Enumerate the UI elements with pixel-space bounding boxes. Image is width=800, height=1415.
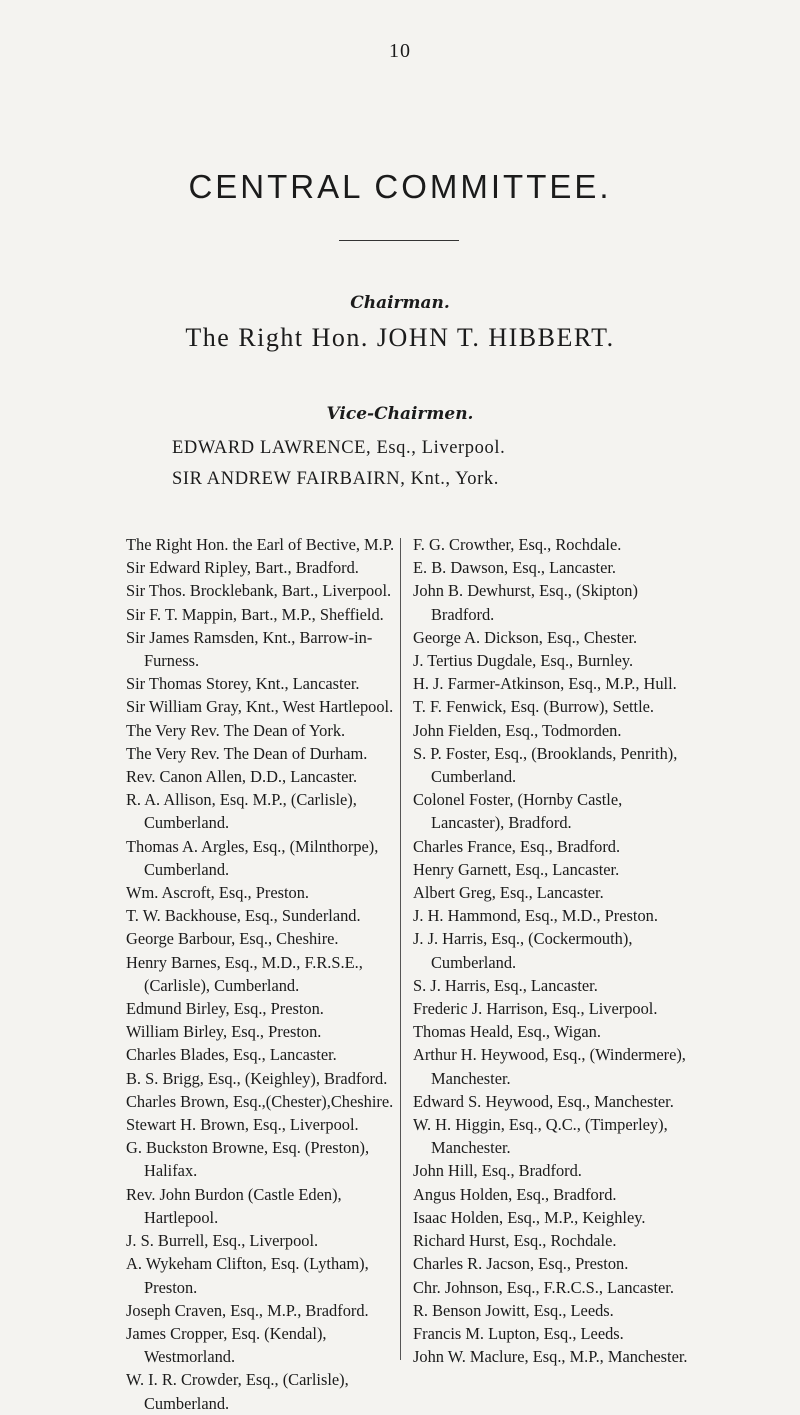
member-entry: The Very Rev. The Dean of Durham. — [126, 743, 368, 763]
vice-chairmen-heading: Vice-Chairmen. — [326, 404, 474, 424]
member-entry: Isaac Holden, Esq., M.P., Keighley. — [413, 1207, 646, 1227]
member-entry: Sir William Gray, Knt., West Hartlepool. — [126, 697, 394, 717]
member-entry: Richard Hurst, Esq., Rochdale. — [413, 1231, 617, 1251]
member-entry: Thomas Heald, Esq., Wigan. — [413, 1022, 601, 1042]
vice-chairman-2: SIR ANDREW FAIRBAIRN, Knt., York. — [172, 469, 499, 489]
member-entry: Joseph Craven, Esq., M.P., Bradford. — [126, 1300, 369, 1320]
member-entry: S. J. Harris, Esq., Lancaster. — [413, 975, 598, 995]
title-divider — [339, 240, 459, 241]
member-entry: J. S. Burrell, Esq., Liverpool. — [126, 1231, 319, 1251]
member-entry: J. Tertius Dugdale, Esq., Burnley. — [413, 651, 634, 671]
member-entry: W. I. R. Crowder, Esq., (Carlisle), Cumberland. — [126, 1370, 349, 1413]
column-divider — [400, 538, 401, 1360]
member-entry: T. W. Backhouse, Esq., Sunderland. — [126, 906, 361, 926]
member-entry: Frederic J. Harrison, Esq., Liverpool. — [413, 999, 658, 1019]
member-entry: Thomas A. Argles, Esq., (Milnthorpe), Cumberland. — [126, 836, 379, 879]
member-entry: James Cropper, Esq. (Kendal), Westmorland. — [126, 1323, 327, 1367]
member-entry: Rev. Canon Allen, D.D., Lancaster. — [126, 767, 358, 787]
member-entry: Charles R. Jacson, Esq., Preston. — [413, 1254, 629, 1274]
member-entry: Sir Thomas Storey, Knt., Lancaster. — [126, 674, 360, 694]
member-entry: John Hill, Esq., Bradford. — [413, 1161, 582, 1181]
member-entry: John Fielden, Esq., Todmorden. — [413, 720, 622, 740]
member-entry: Angus Holden, Esq., Bradford. — [413, 1184, 617, 1204]
member-entry: John B. Dewhurst, Esq., (Skipton) Bradford. — [413, 581, 638, 624]
member-entry: Charles Brown, Esq.,(Chester),Cheshire. — [126, 1091, 394, 1111]
page-number: 10 — [389, 40, 411, 62]
member-entry: Arthur H. Heywood, Esq., (Windermere), Manchester. — [413, 1045, 686, 1088]
page-title: CENTRAL COMMITTEE. — [188, 168, 612, 205]
member-entry: H. J. Farmer-Atkinson, Esq., M.P., Hull. — [413, 674, 677, 694]
member-entry: B. S. Brigg, Esq., (Keighley), Bradford. — [126, 1068, 388, 1088]
member-entry: Albert Greg, Esq., Lancaster. — [413, 883, 604, 903]
member-entry: Stewart H. Brown, Esq., Liverpool. — [126, 1115, 359, 1135]
member-entry: S. P. Foster, Esq., (Brooklands, Penrith), Cumberland. — [413, 743, 678, 787]
members-right-column — [413, 533, 688, 1368]
member-entry: Chr. Johnson, Esq., F.R.C.S., Lancaster. — [413, 1277, 674, 1297]
member-entry: F. G. Crowther, Esq., Rochdale. — [413, 535, 622, 554]
member-entry: R. Benson Jowitt, Esq., Leeds. — [413, 1300, 614, 1320]
member-entry: T. F. Fenwick, Esq. (Burrow), Settle. — [413, 697, 655, 717]
member-entry: R. A. Allison, Esq. M.P., (Carlisle), Cumberland. — [126, 790, 357, 833]
member-entry: Charles France, Esq., Bradford. — [413, 836, 621, 856]
member-entry: Colonel Foster, (Hornby Castle, Lancaster), Bradford. — [413, 790, 623, 833]
member-entry: William Birley, Esq., Preston. — [126, 1022, 322, 1042]
member-entry: Sir Edward Ripley, Bart., Bradford. — [126, 558, 359, 578]
chairman-name: The Right Hon. JOHN T. HIBBERT. — [185, 323, 615, 352]
member-entry: John W. Maclure, Esq., M.P., Manchester. — [413, 1347, 688, 1367]
member-entry: Edward S. Heywood, Esq., Manchester. — [413, 1091, 674, 1111]
member-entry: Sir Thos. Brocklebank, Bart., Liverpool. — [126, 581, 392, 601]
member-entry: Charles Blades, Esq., Lancaster. — [126, 1045, 337, 1065]
member-entry: George Barbour, Esq., Cheshire. — [126, 929, 339, 949]
member-entry: A. Wykeham Clifton, Esq. (Lytham), Preston. — [126, 1254, 369, 1297]
member-entry: Henry Garnett, Esq., Lancaster. — [413, 859, 620, 879]
member-entry: The Very Rev. The Dean of York. — [126, 720, 346, 740]
member-entry: Francis M. Lupton, Esq., Leeds. — [413, 1323, 624, 1343]
member-entry: Wm. Ascroft, Esq., Preston. — [126, 883, 310, 903]
member-entry: Henry Barnes, Esq., M.D., F.R.S.E., (Carlisle), Cumberland. — [126, 952, 363, 995]
vice-chairman-1: EDWARD LAWRENCE, Esq., Liverpool. — [172, 438, 506, 458]
member-entry: Rev. John Burdon (Castle Eden), Hartlepool. — [126, 1184, 342, 1227]
member-entry: The Right Hon. the Earl of Bective, M.P. — [126, 535, 395, 554]
member-entry: E. B. Dawson, Esq., Lancaster. — [413, 558, 617, 578]
member-entry: J. H. Hammond, Esq., M.D., Preston. — [413, 906, 658, 926]
member-entry: Sir James Ramsden, Knt., Barrow-in-Furness. — [126, 627, 373, 671]
members-left-column — [126, 533, 404, 1415]
member-entry: G. Buckston Browne, Esq. (Preston), Halifax. — [126, 1138, 370, 1181]
member-entry: Sir F. T. Mappin, Bart., M.P., Sheffield. — [126, 604, 384, 624]
chairman-heading: Chairman. — [350, 293, 450, 313]
member-entry: Edmund Birley, Esq., Preston. — [126, 999, 324, 1019]
member-entry: George A. Dickson, Esq., Chester. — [413, 627, 638, 647]
member-entry: J. J. Harris, Esq., (Cockermouth), Cumberland. — [413, 929, 633, 972]
member-entry: W. H. Higgin, Esq., Q.C., (Timperley), Manchester. — [413, 1115, 668, 1158]
